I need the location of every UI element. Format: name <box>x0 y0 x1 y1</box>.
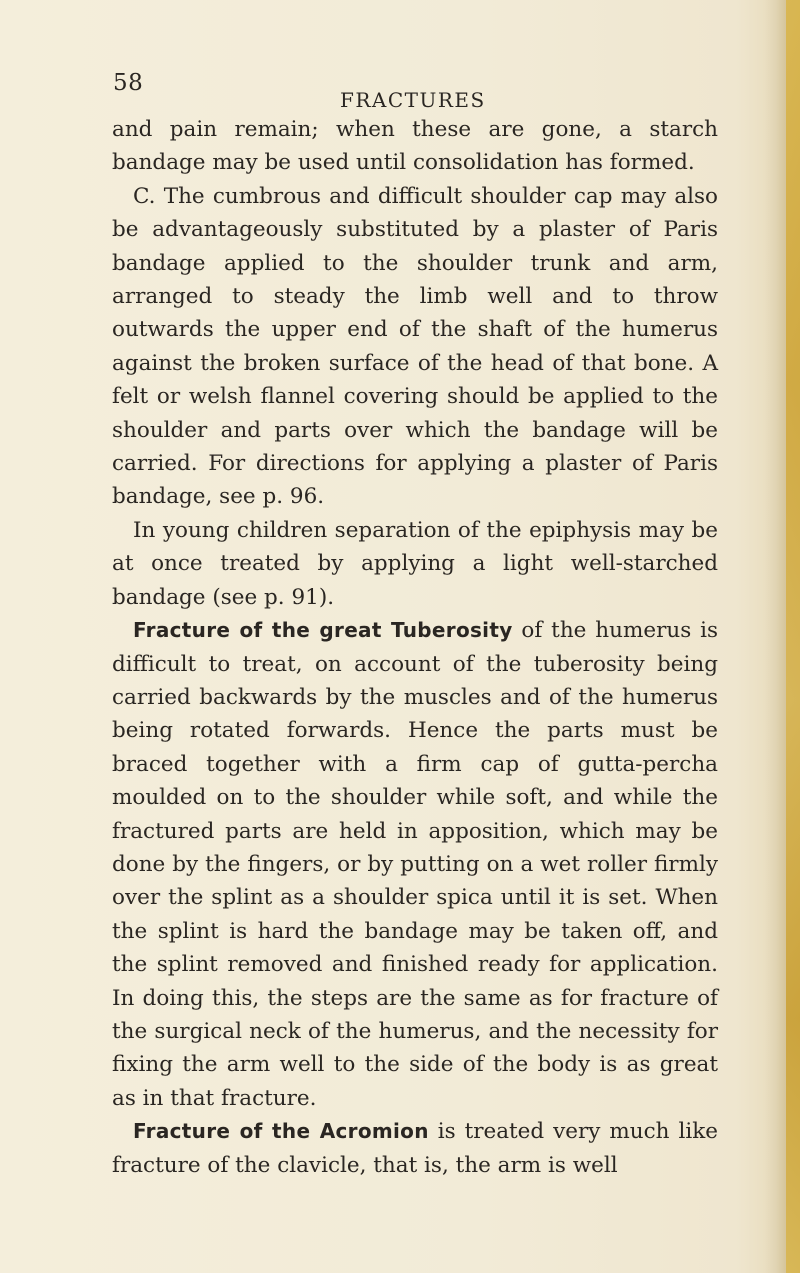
section-lead-acromion: Fracture of the Acromion <box>133 1119 429 1144</box>
section-lead-tuberosity: Fracture of the great Tuberosity <box>133 618 513 643</box>
gilt-page-edge <box>786 0 800 1273</box>
paragraph <box>112 180 718 514</box>
page-number: 58 <box>113 70 144 96</box>
paragraph <box>112 514 718 614</box>
running-head: FRACTURES <box>340 88 486 112</box>
paragraph-text: of the humerus is difficult to treat, on account of the tuberosity being carried backwards by the muscles and of the humerus being rotated forwards. Hence the parts must be braced together with a firm cap of gutta-percha moulded on to the shoulder while soft, and while the fractured parts are held in apposition, which may be done by the fingers, or by putting on a wet roller firmly over the splint as a shoulder spica until it is set. When the splint is hard the bandage may be taken off, and the splint removed and finished ready for application. In doing this, the steps are the same as for fracture of the surgical neck of the humerus, and the necessity for fixing the arm well to the side of the body is as great as in that fracture. <box>112 618 719 1111</box>
page-edge-shadow <box>764 0 786 1273</box>
paragraph <box>112 614 718 1115</box>
paragraph <box>112 1115 718 1182</box>
paragraph-text: In young children separation of the epiphysis may be at once treated by applying a light well-starched bandage (see p. 91). <box>112 517 718 610</box>
paragraph-text: and pain remain; when these are gone, a starch bandage may be used until consolidation has formed. <box>112 117 718 176</box>
paragraph <box>112 113 718 180</box>
paragraph-text: is treated very much like fracture of the clavicle, that is, the arm is well <box>112 1119 718 1178</box>
body-text <box>112 113 718 1182</box>
paragraph-text: C. The cumbrous and difficult shoulder cap may also be advantageously substituted by a plaster of Paris bandage applied to the shoulder trunk and arm, arranged to steady the limb well and to throw outwards the upper end of the shaft of the humerus against the broken surface of the head of that bone. A felt or welsh flannel covering should be applied to the shoulder and parts over which the bandage will be carried. For directions for applying a plaster of Paris bandage, see p. 96. <box>112 183 718 510</box>
